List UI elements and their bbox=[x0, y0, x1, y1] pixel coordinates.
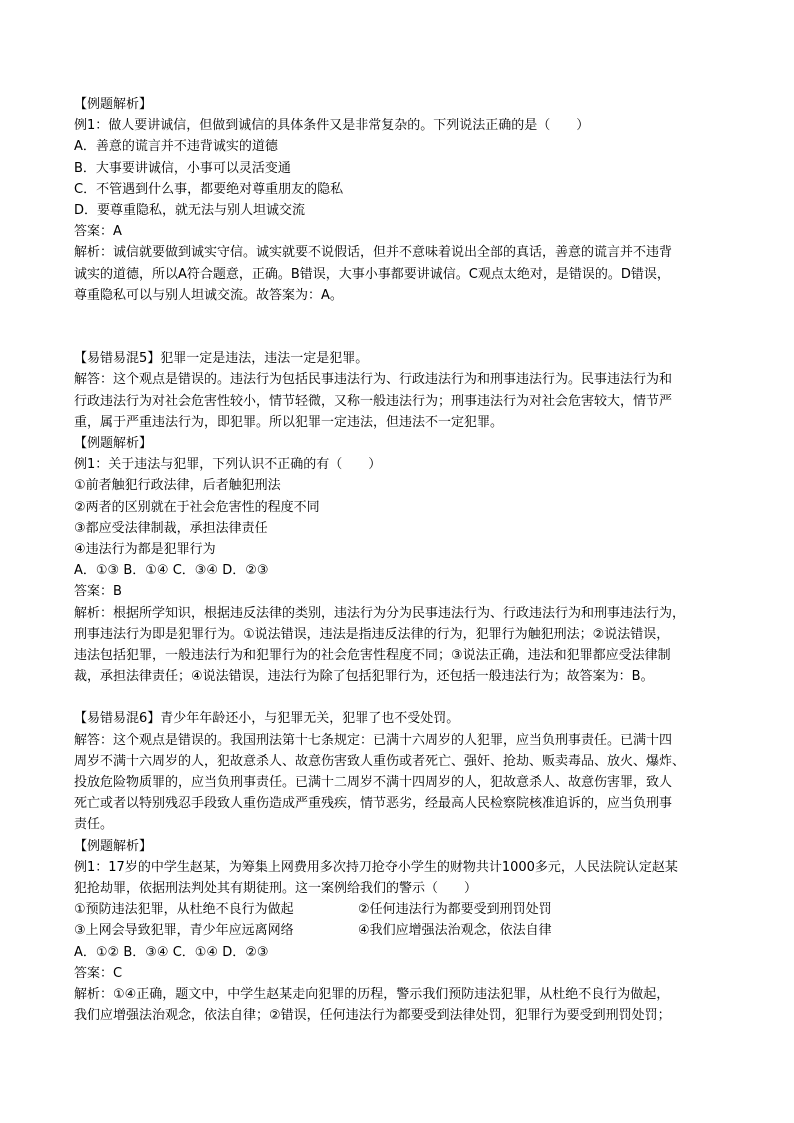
question-stem: 例1：17岁的中学生赵某，为筹集上网费用多次持刀抢夺小学生的财物共计1000多元，人民法院认定赵某 bbox=[74, 859, 678, 875]
statement-1: ①预防违法犯罪，从杜绝不良行为做起 bbox=[74, 902, 294, 918]
question-stem: 例1：关于违法与犯罪，下列认识不正确的有（ ） bbox=[74, 457, 382, 473]
explanation-line: 尊重隐私可以与别人坦诚交流。故答案为：A。 bbox=[74, 287, 343, 303]
statement-4: ④我们应增强法治观念，依法自律 bbox=[358, 923, 552, 939]
option-c: C．不管遇到什么事，都要绝对尊重朋友的隐私 bbox=[74, 181, 344, 197]
statement-3: ③上网会导致犯罪，青少年应远离网络 bbox=[74, 923, 294, 939]
section-heading: 【例题解析】 bbox=[74, 97, 153, 112]
section-heading: 【例题解析】 bbox=[74, 436, 153, 452]
section-mistake-6 bbox=[74, 708, 724, 1026]
explanation-line: 裁，承担法律责任；④说法错误，违法行为除了包括犯罪行为，还包括一般违法行为；故答案为：B。 bbox=[74, 669, 654, 685]
statement-row bbox=[74, 920, 724, 941]
answer-line: 周岁不满十六周岁的人，犯故意杀人、故意伤害致人重伤或者死亡、强奸、抢劫、贩卖毒品、放火、爆炸、 bbox=[74, 753, 686, 769]
spacer bbox=[74, 306, 724, 348]
explanation-line: 解析：诚信就要做到诚实守信。诚实就要不说假话，但并不意味着说出全部的真话，善意的谎言并不违背 bbox=[74, 245, 673, 261]
choices: A．①② B．③④ C．①④ D．②③ bbox=[74, 944, 269, 960]
answer-line: 解答：这个观点是错误的。违法行为包括民事违法行为、行政违法行为和刑事违法行为。民事违法行为和 bbox=[74, 372, 673, 388]
statement-3: ③都应受法律制裁，承担法律责任 bbox=[74, 520, 268, 536]
answer-line: 投放危险物质罪的，应当负刑事责任。已满十二周岁不满十四周岁的人，犯故意杀人、故意伤害罪，致人 bbox=[74, 775, 673, 791]
answer-line: 重，属于严重违法行为，即犯罪。所以犯罪一定违法，但违法不一定犯罪。 bbox=[74, 414, 504, 430]
section-mistake-5 bbox=[74, 348, 724, 687]
answer-line: 责任。 bbox=[74, 817, 114, 833]
explanation-line: 解析：根据所学知识，根据违反法律的类别，违法行为分为民事违法行为、行政违法行为和刑事违法行为， bbox=[74, 605, 686, 621]
spacer bbox=[74, 687, 724, 708]
mistake-heading: 【易错易混6】青少年年龄还小，与犯罪无关，犯罪了也不受处罚。 bbox=[74, 711, 460, 727]
statement-2: ②两者的区别就在于社会危害性的程度不同 bbox=[74, 499, 320, 515]
explanation-line: 违法包括犯罪，一般违法行为和犯罪行为的社会危害性程度不同；③说法正确，违法和犯罪都应受法律制 bbox=[74, 647, 671, 663]
statement-4: ④违法行为都是犯罪行为 bbox=[74, 541, 216, 557]
statement-2: ②任何违法行为都要受到刑罚处罚 bbox=[358, 902, 552, 918]
answer: 答案：A bbox=[74, 224, 122, 240]
answer-line: 行政违法行为对社会危害性较小，情节轻微，又称一般违法行为；刑事违法行为对社会危害较大，情节严 bbox=[74, 393, 673, 409]
answer: 答案：C bbox=[74, 965, 123, 981]
question-stem: 例1：做人要讲诚信，但做到诚信的具体条件又是非常复杂的。下列说法正确的是（ ） bbox=[74, 118, 590, 134]
answer-line: 死亡或者以特别残忍手段致人重伤造成严重残疾，情节恶劣，经最高人民检察院核准追诉的，应当负刑事 bbox=[74, 796, 673, 812]
statement-row bbox=[74, 899, 724, 920]
option-b: B．大事要讲诚信，小事可以灵活变通 bbox=[74, 160, 291, 176]
option-d: D．要尊重隐私，就无法与别人坦诚交流 bbox=[74, 202, 306, 218]
mistake-heading: 【易错易混5】犯罪一定是违法，违法一定是犯罪。 bbox=[74, 351, 369, 367]
option-a: A．善意的谎言并不违背诚实的道德 bbox=[74, 139, 278, 155]
choices: A．①③ B．①④ C．③④ D．②③ bbox=[74, 563, 269, 579]
explanation-line: 诚实的道德，所以A符合题意，正确。B错误，大事小事都要讲诚信。C观点太绝对，是错误的。D错误， bbox=[74, 266, 670, 282]
section-heading: 【例题解析】 bbox=[74, 838, 153, 854]
explanation-line: 我们应增强法治观念，依法自律；②错误，任何违法行为都要受到法律处罚，犯罪行为要受到刑罚处罚； bbox=[74, 1008, 671, 1024]
answer-line: 解答：这个观点是错误的。我国刑法第十七条规定：已满十六周岁的人犯罪，应当负刑事责任。已满十四 bbox=[74, 732, 673, 748]
section-example-honesty bbox=[74, 94, 724, 306]
document-page bbox=[74, 94, 724, 1026]
explanation-line: 解析：①④正确，题文中，中学生赵某走向犯罪的历程，警示我们预防违法犯罪，从杜绝不良行为做起， bbox=[74, 986, 670, 1002]
question-stem: 犯抢劫罪，依据刑法判处其有期徒刑。这一案例给我们的警示（ ） bbox=[74, 880, 478, 896]
statement-1: ①前者触犯行政法律，后者触犯刑法 bbox=[74, 478, 281, 494]
explanation-line: 刑事违法行为即是犯罪行为。①说法错误，违法是指违反法律的行为，犯罪行为触犯刑法；②说法错误， bbox=[74, 626, 670, 642]
answer: 答案：B bbox=[74, 584, 122, 600]
